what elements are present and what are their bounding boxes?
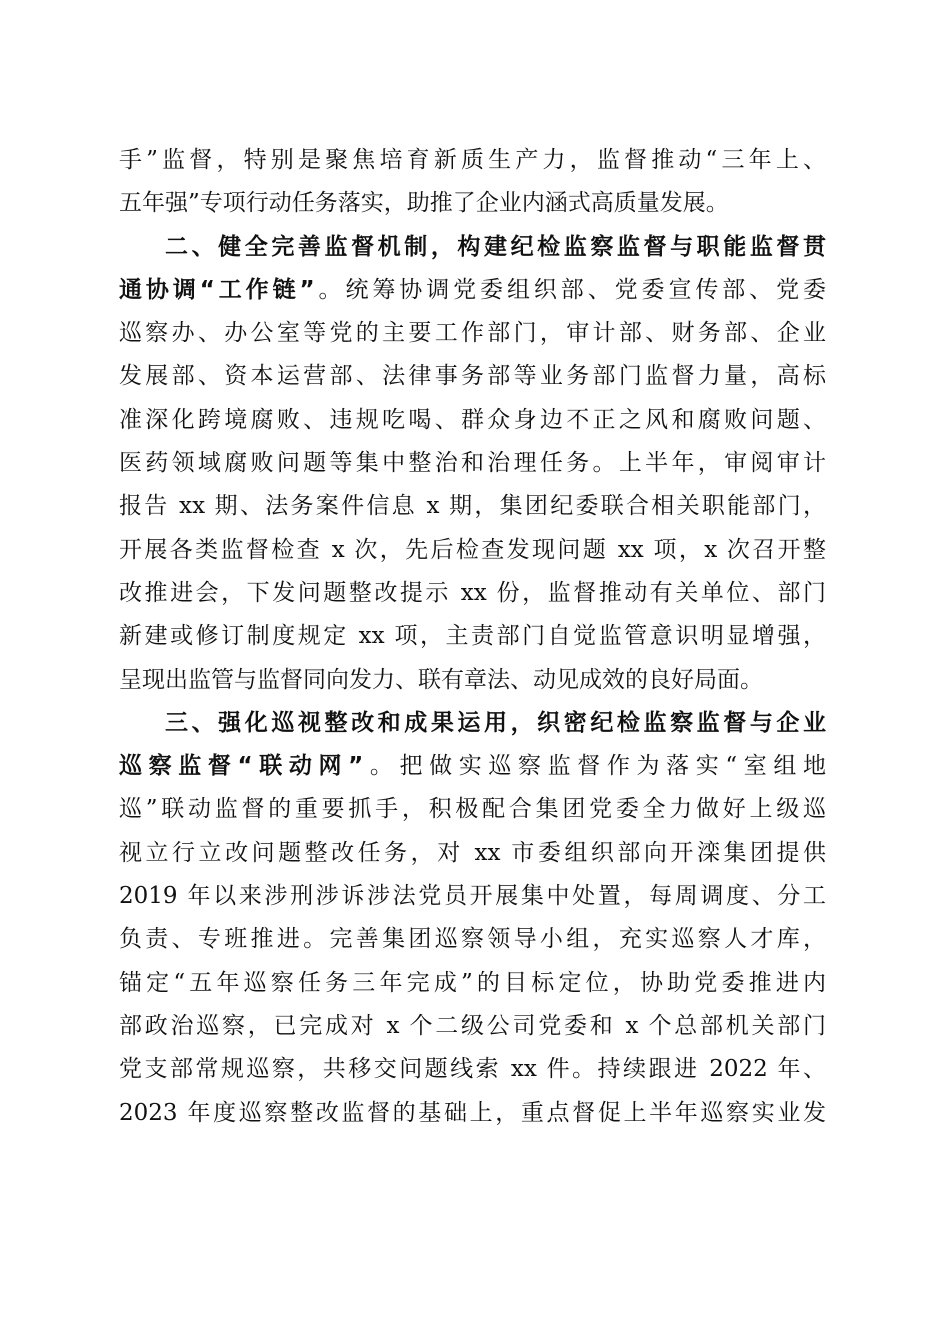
text-line [119, 745, 826, 788]
document-body [119, 139, 826, 1135]
text-line: 医药领域腐败问题等集中整治和治理任务。上半年，审阅审计 [119, 450, 826, 477]
text-line [119, 269, 826, 312]
text-line: 2023 年度巡察整改监督的基础上，重点督促上半年巡察实业发 [119, 1099, 826, 1126]
section-heading-3-tail: 巡察监督“联动网” [119, 753, 364, 780]
text-fragment: 。统筹协调党委组织部、党委宣传部、党委 [314, 276, 826, 303]
text-line: 发展部、资本运营部、法律事务部等业务部门监督力量，高标 [119, 363, 826, 390]
text-line: 呈现出监管与监督同向发力、联有章法、动见成效的良好局面。 [119, 666, 763, 693]
text-line: 新建或修订制度规定 xx 项，主责部门自觉监管意识明显增强， [119, 623, 826, 650]
text-line: 2019 年以来涉刑涉诉涉法党员开展集中处置，每周调度、分工 [119, 883, 826, 910]
text-line: 锚定“五年巡察任务三年完成”的目标定位，协助党委推进内 [119, 969, 826, 996]
section-heading-2: 二、健全完善监督机制，构建纪检监察监督与职能监督贯 [165, 233, 826, 260]
text-line: 视立行立改问题整改任务，对 xx 市委组织部向开滦集团提供 [119, 839, 826, 866]
text-line: 负责、专班推进。完善集团巡察领导小组，充实巡察人才库， [119, 926, 826, 953]
text-line: 巡察办、办公室等党的主要工作部门，审计部、财务部、企业 [119, 320, 826, 347]
text-line: 准深化跨境腐败、违规吃喝、群众身边不正之风和腐败问题、 [119, 406, 826, 433]
text-line: 部政治巡察，已完成对 x 个二级公司党委和 x 个总部机关部门 [119, 1012, 826, 1039]
text-line: 五年强”专项行动任务落实，助推了企业内涵式高质量发展。 [119, 190, 729, 217]
section-heading-2-tail: 通协调“工作链” [119, 276, 315, 303]
text-line: 党支部常规巡察，共移交问题线索 xx 件。持续跟进 2022 年、 [119, 1056, 826, 1083]
text-line: 开展各类监督检查 x 次，先后检查发现问题 xx 项，x 次召开整 [119, 536, 826, 563]
text-line: 改推进会，下发问题整改提示 xx 份，监督推动有关单位、部门 [119, 579, 826, 606]
text-line: 手”监督，特别是聚焦培育新质生产力，监督推动“三年上、 [119, 147, 826, 173]
text-line: 报告 xx 期、法务案件信息 x 期，集团纪委联合相关职能部门， [119, 493, 826, 520]
section-heading-3: 三、强化巡视整改和成果运用，织密纪检监察监督与企业 [165, 709, 826, 736]
text-fragment: 。把做实巡察监督作为落实“室组地 [363, 753, 826, 780]
text-line: 巡”联动监督的重要抓手，积极配合集团党委全力做好上级巡 [119, 796, 826, 823]
